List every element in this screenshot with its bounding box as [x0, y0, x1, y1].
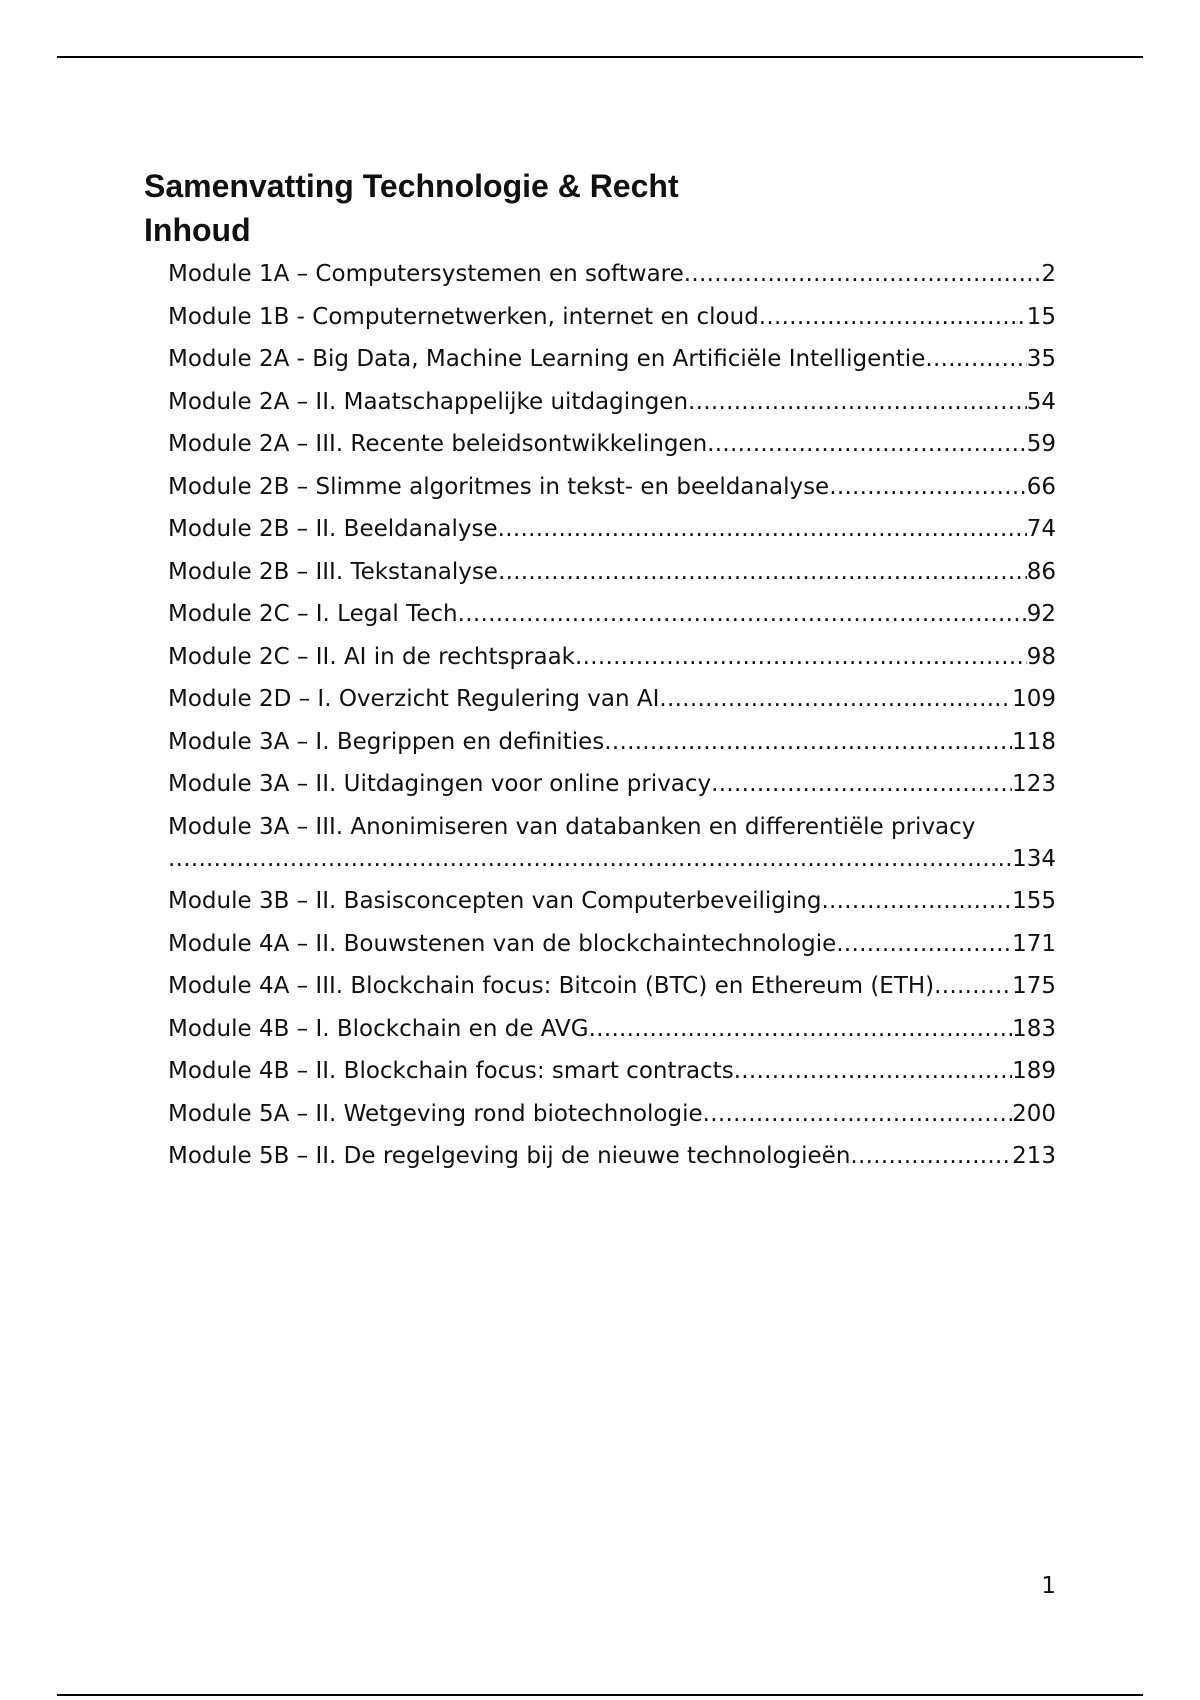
toc-entry-page: 35 [1026, 346, 1056, 372]
toc-entry-label: Module 2C – II. AI in de rechtspraak [168, 643, 576, 670]
toc-entry-page: 213 [1012, 1143, 1056, 1169]
toc-entry-label: Module 2B – Slimme algoritmes in tekst- en beeldanalyse [168, 473, 830, 500]
toc-entry[interactable] [168, 811, 1056, 875]
toc-leader [659, 683, 1012, 715]
toc-entry[interactable] [168, 598, 1056, 630]
toc-entry[interactable] [168, 768, 1056, 800]
toc-entry-label: Module 2A - Big Data, Machine Learning en Artificiële Intelligentie [168, 346, 926, 372]
toc-entry-page: 54 [1026, 388, 1056, 415]
toc-entry-page: 175 [1012, 973, 1056, 999]
toc-leader [498, 513, 1027, 545]
footer-rule [57, 1694, 1143, 1696]
toc-entry-page: 155 [1012, 888, 1056, 914]
page-number: 1 [1041, 1573, 1056, 1599]
toc-entry-page: 118 [1012, 728, 1056, 755]
toc-entry-page: 183 [1012, 1015, 1056, 1042]
toc-leader [934, 970, 1012, 1002]
toc-entry[interactable] [168, 885, 1056, 917]
toc-entry-label: Module 2A – III. Recente beleidsontwikkelingen [168, 431, 708, 457]
toc-entry-page: 98 [1026, 643, 1056, 670]
toc-leader [850, 1140, 1012, 1172]
toc-entry-label: Module 2D – I. Overzicht Regulering van AI [168, 686, 660, 712]
toc-leader [703, 1098, 1012, 1130]
toc-entry[interactable] [168, 1013, 1056, 1045]
toc-entry-page: 171 [1012, 930, 1056, 957]
toc-entry-label: Module 2B – II. Beeldanalyse [168, 516, 498, 542]
toc-entry-label: Module 5A – II. Wetgeving rond biotechnologie [168, 1100, 703, 1127]
toc-entry-page: 189 [1012, 1058, 1056, 1084]
toc-entry[interactable] [168, 683, 1056, 715]
document-title: Samenvatting Technologie & Recht [144, 168, 679, 204]
toc-entry-label: Module 1B - Computernetwerken, internet en cloud [168, 303, 759, 330]
toc-entry-page: 134 [1012, 845, 1056, 872]
toc-entry-page: 74 [1026, 516, 1056, 542]
toc-entry-label: Module 3A – II. Uitdagingen voor online privacy [168, 771, 712, 797]
toc-entry[interactable] [168, 343, 1056, 375]
toc-entry[interactable] [168, 301, 1056, 333]
toc-leader [711, 768, 1012, 800]
toc-entry[interactable] [168, 970, 1056, 1002]
toc-entry-page: 59 [1026, 431, 1056, 457]
toc-entry-page: 66 [1026, 473, 1056, 500]
toc-entry-label: Module 4A – II. Bouwstenen van de blockchaintechnologie [168, 930, 837, 957]
table-of-contents [168, 258, 1056, 1183]
toc-leader [759, 301, 1027, 333]
toc-entry-label: Module 3A – III. Anonimiseren van databanken en differentiële privacy [168, 813, 976, 840]
header-rule [57, 56, 1143, 58]
toc-leader [836, 928, 1012, 960]
toc-entry-page: 109 [1012, 686, 1056, 712]
toc-entry[interactable] [168, 386, 1056, 418]
toc-entry-page: 2 [1041, 261, 1056, 287]
toc-entry-label: Module 2C – I. Legal Tech [168, 601, 458, 627]
toc-heading: Inhoud [144, 212, 251, 248]
toc-entry[interactable] [168, 428, 1056, 460]
toc-entry-label: Module 3A – I. Begrippen en definities [168, 728, 605, 755]
toc-entry[interactable] [168, 1098, 1056, 1130]
toc-leader [604, 726, 1012, 758]
toc-entry[interactable] [168, 471, 1056, 503]
toc-entry-page: 15 [1026, 303, 1056, 330]
toc-entry-label: Module 3B – II. Basisconcepten van Computerbeveiliging [168, 888, 822, 914]
toc-leader [734, 1055, 1012, 1087]
toc-entry[interactable] [168, 258, 1056, 290]
toc-entry-label: Module 1A – Computersystemen en software [168, 261, 684, 287]
toc-entry[interactable] [168, 641, 1056, 673]
toc-leader [925, 343, 1026, 375]
toc-leader [575, 641, 1027, 673]
toc-leader [589, 1013, 1012, 1045]
toc-entry[interactable] [168, 726, 1056, 758]
toc-entry-label: Module 4B – II. Blockchain focus: smart contracts [168, 1058, 734, 1084]
toc-entry[interactable] [168, 928, 1056, 960]
toc-entry-label: Module 4B – I. Blockchain en de AVG [168, 1015, 589, 1042]
toc-entry[interactable] [168, 1055, 1056, 1087]
toc-entry[interactable] [168, 1140, 1056, 1172]
toc-leader [498, 556, 1027, 588]
toc-entry[interactable] [168, 513, 1056, 545]
toc-entry-label: Module 4A – III. Blockchain focus: Bitcoin (BTC) en Ethereum (ETH) [168, 973, 935, 999]
toc-entry-page: 86 [1026, 558, 1056, 585]
toc-entry-label: Module 2B – III. Tekstanalyse [168, 558, 498, 585]
toc-entry-label: Module 5B – II. De regelgeving bij de nieuwe technologieën [168, 1143, 851, 1169]
toc-leader [688, 386, 1027, 418]
toc-entry-label: Module 2A – II. Maatschappelijke uitdagingen [168, 388, 689, 415]
toc-leader [821, 885, 1012, 917]
toc-leader [458, 598, 1027, 630]
toc-leader [707, 428, 1027, 460]
toc-leader [829, 471, 1027, 503]
toc-leader [684, 258, 1042, 290]
toc-entry-page: 200 [1012, 1100, 1056, 1127]
toc-entry-page: 92 [1026, 601, 1056, 627]
toc-leader [168, 843, 1012, 875]
toc-entry-page: 123 [1012, 771, 1056, 797]
toc-entry[interactable] [168, 556, 1056, 588]
